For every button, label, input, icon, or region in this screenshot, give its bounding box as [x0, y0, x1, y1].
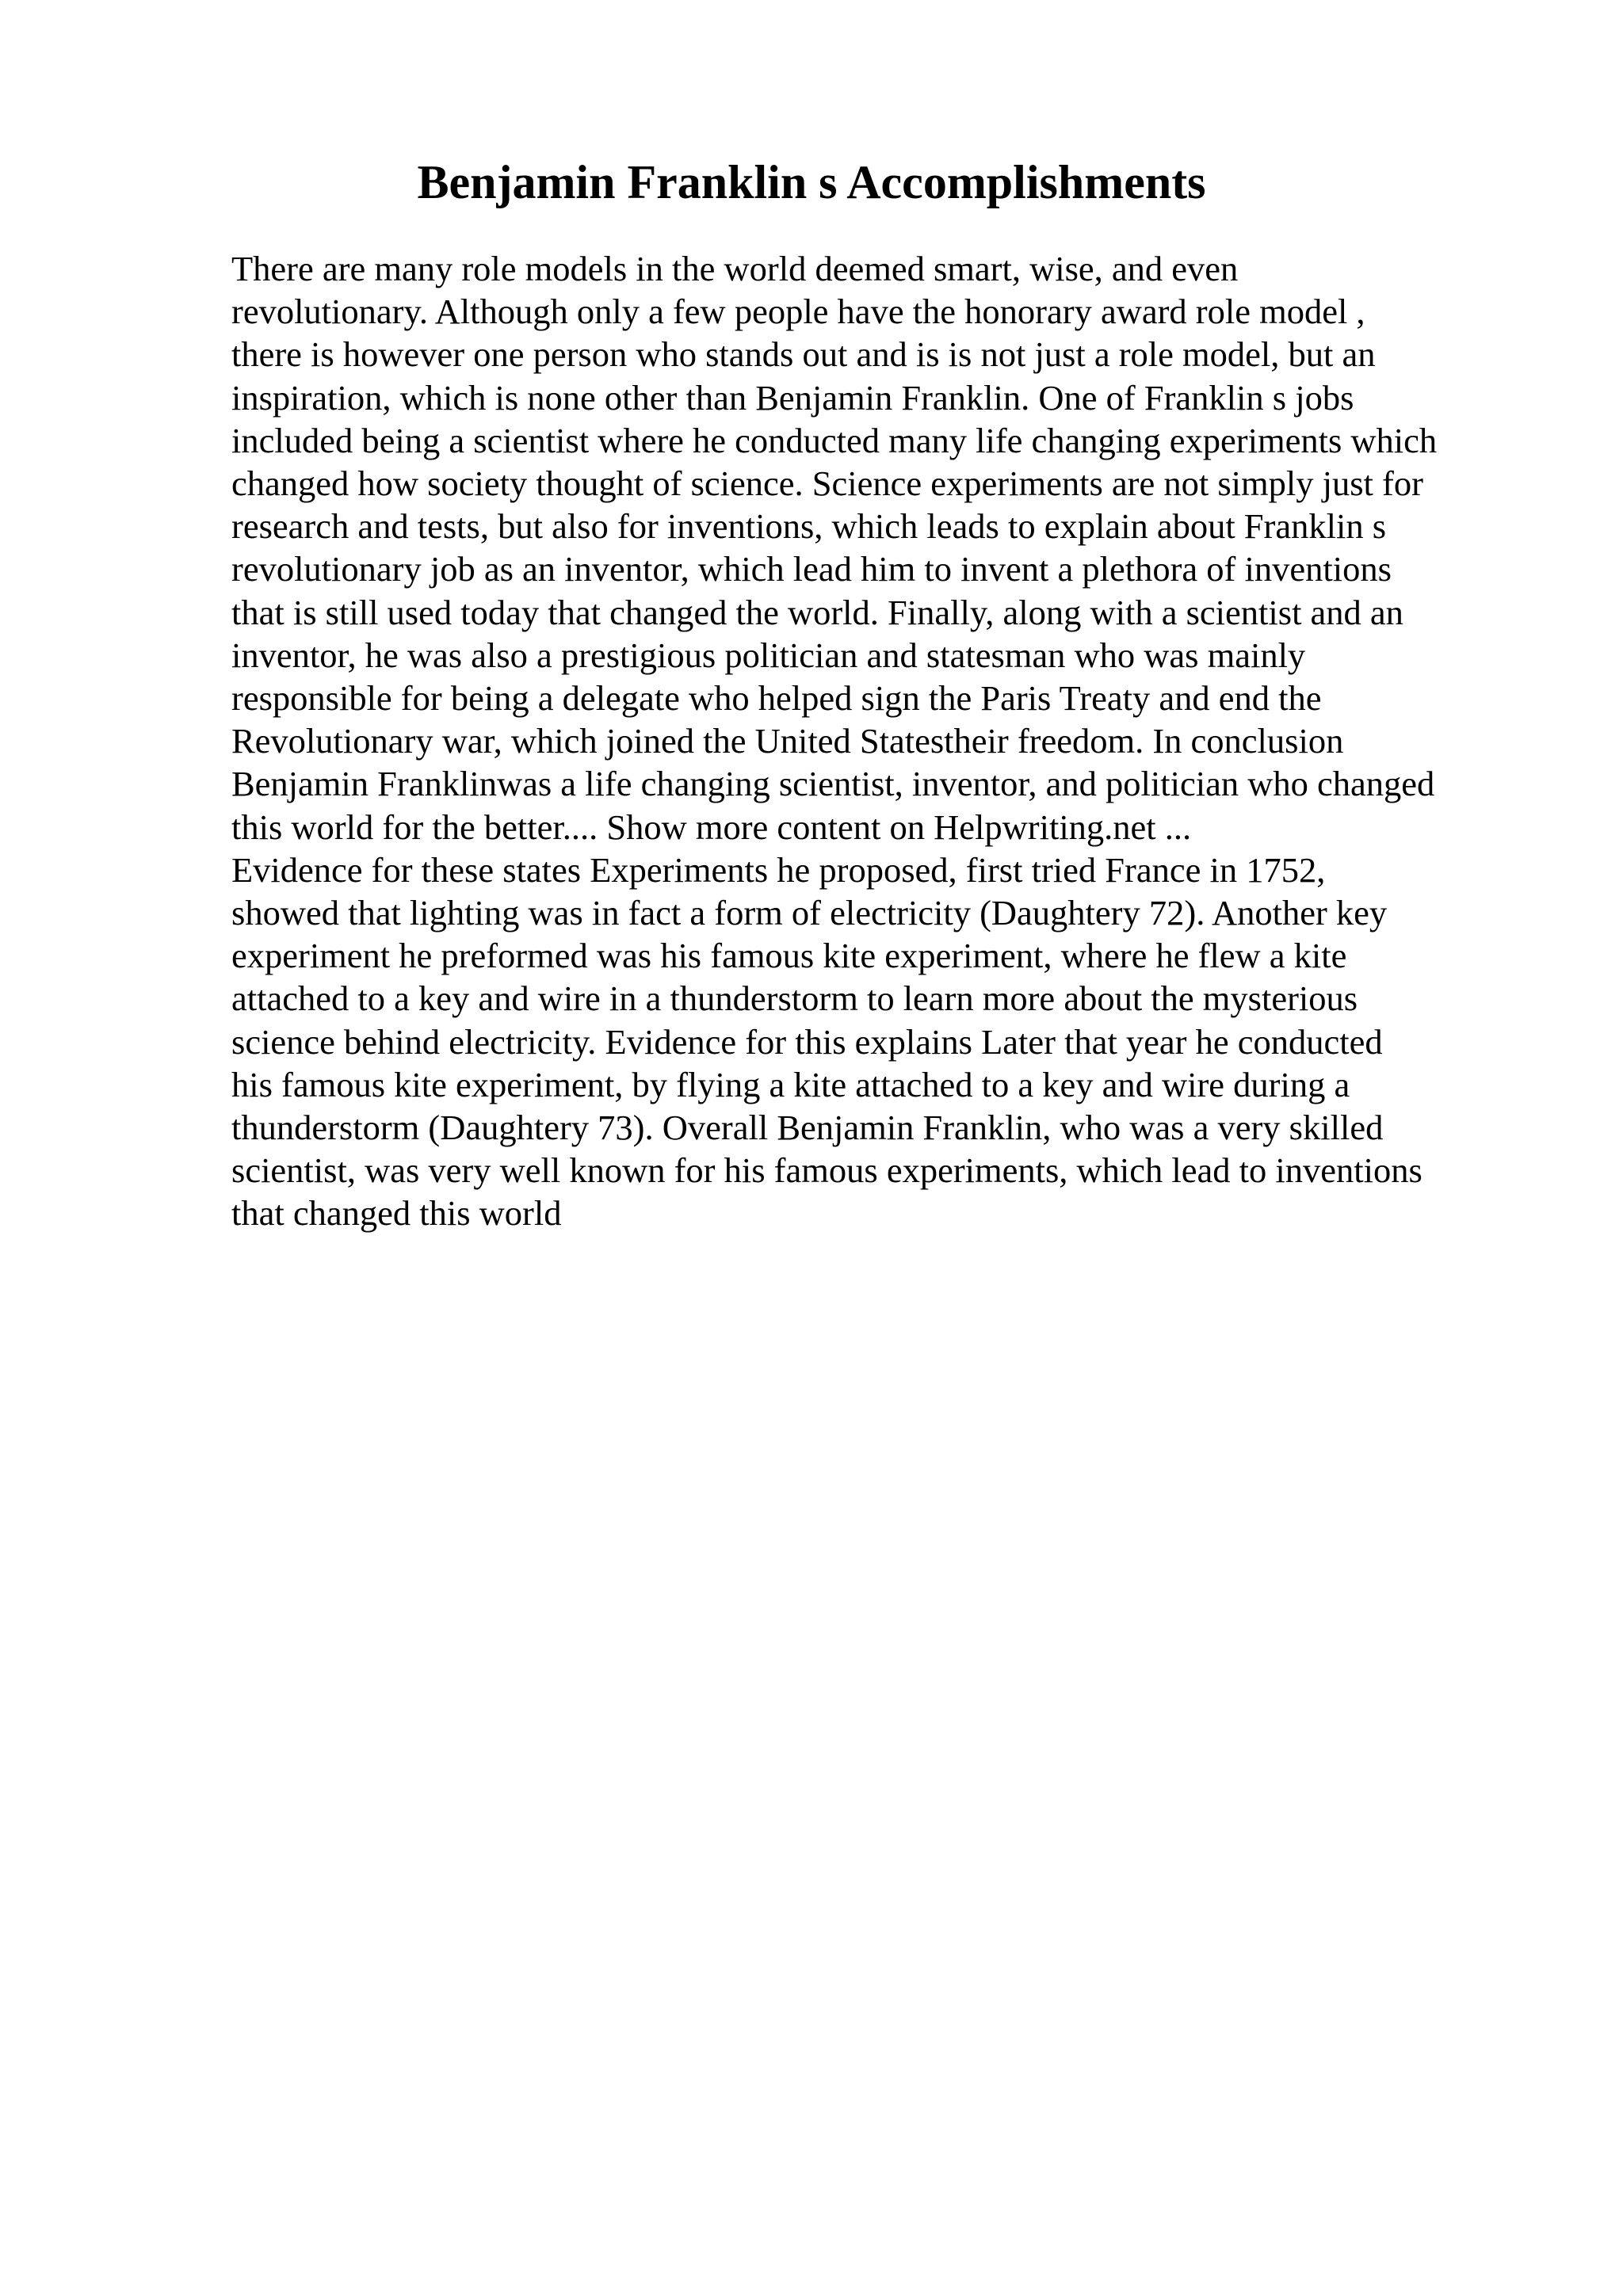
body-line: revolutionary. Although only a few people have the honorary award role model ,: [231, 292, 1365, 332]
body-line: There are many role models in the world deemed smart, wise, and even: [231, 249, 1239, 288]
body-line: showed that lighting was in fact a form of electricity (Daughtery 72). Another key: [231, 893, 1388, 933]
body-line: Evidence for these states Experiments he proposed, first tried France in 1752,: [231, 849, 1326, 890]
body-line: inspiration, which is none other than Benjamin Franklin. One of Franklin s jobs: [231, 377, 1354, 418]
body-line: changed how society thought of science. Science experiments are not simply just for: [231, 463, 1423, 504]
body-line: research and tests, but also for inventions, which leads to explain about Franklin s: [231, 506, 1387, 547]
body-line: inventor, he was also a prestigious politician and statesman who was mainly: [231, 635, 1306, 675]
body-line: scientist, was very well known for his famous experiments, which lead to inventions: [231, 1150, 1423, 1191]
body-line: there is however one person who stands out and is is not just a role model, but an: [231, 334, 1376, 375]
body-line: thunderstorm (Daughtery 73). Overall Benjamin Franklin, who was a very skilled: [231, 1108, 1384, 1148]
body-line: Benjamin Franklinwas a life changing scientist, inventor, and politician who changed: [231, 764, 1435, 804]
body-line: this world for the better.... Show more content on Helpwriting.net ...: [231, 807, 1192, 847]
body-line: included being a scientist where he conducted many life changing experiments which: [231, 420, 1438, 460]
body-line: that is still used today that changed the world. Finally, along with a scientist and an: [231, 592, 1403, 632]
document-title: Benjamin Franklin s Accomplishments: [417, 156, 1206, 208]
body-line: that changed this world: [231, 1193, 562, 1234]
body-line: Revolutionary war, which joined the United Statestheir freedom. In conclusion: [231, 721, 1344, 761]
body-line: revolutionary job as an inventor, which lead him to invent a plethora of inventions: [231, 549, 1392, 589]
body-line: his famous kite experiment, by flying a kite attached to a key and wire during a: [231, 1064, 1350, 1104]
body-line: responsible for being a delegate who helped sign the Paris Treaty and end the: [231, 678, 1322, 719]
body-line: experiment he preformed was his famous kite experiment, where he flew a kite: [231, 936, 1347, 976]
document-body: [231, 247, 1515, 1235]
body-line: science behind electricity. Evidence for this explains Later that year he conducted: [231, 1021, 1383, 1062]
body-line: attached to a key and wire in a thunderstorm to learn more about the mysterious: [231, 978, 1358, 1019]
